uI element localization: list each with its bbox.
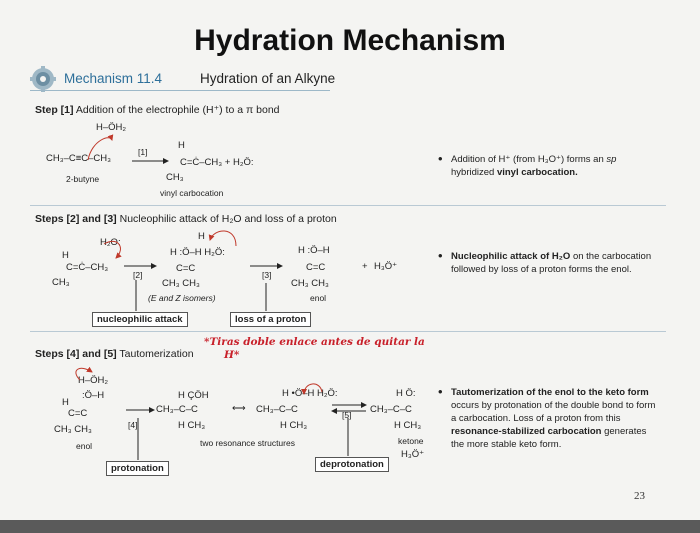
step1-arrow-label: [1]: [138, 147, 148, 157]
tag-nucleophilic-attack: nucleophilic attack: [92, 312, 188, 327]
step45-number: Steps [4] and [5]: [35, 348, 117, 360]
step23-int-bottom: CH₃ CH₃: [162, 278, 200, 289]
step23-number: Steps [2] and [3]: [35, 213, 117, 225]
step45-ketone-bottom: H CH₃: [394, 420, 422, 431]
step23-prod-row: H :Ö–H: [298, 245, 330, 256]
page-number: 23: [634, 490, 645, 502]
step45-resonance-label: two resonance structures: [200, 438, 295, 448]
step45-ketone-name: ketone: [398, 436, 424, 446]
step23-byproduct: H₃Ö⁺: [374, 261, 398, 272]
screen-bezel: [0, 520, 700, 533]
step45-enol-name: enol: [76, 441, 93, 451]
step45-enol-bottom: CH₃ CH₃: [54, 424, 92, 435]
tag-protonation: protonation: [106, 461, 169, 476]
step45-note-bold1: Tautomerization of the enol to the keto form: [451, 387, 649, 398]
step45-ketone-main: CH₃–C–C: [370, 404, 412, 415]
step45-note-rest1: occurs by protonation of the double bond to form a carbocation. Loss of a proton from this: [451, 400, 656, 424]
step45-text: Tautomerization: [116, 348, 194, 360]
step45-res2-top: H •Ö–H H₂Ö:: [282, 388, 338, 399]
step1-alkyne-name: 2-butyne: [66, 174, 100, 184]
step23-int-top-h: H: [198, 231, 205, 242]
step23-prod-name: enol: [310, 293, 327, 303]
step1-number: Step [1]: [35, 104, 74, 116]
handwritten-annotation-line2: H*: [224, 349, 240, 361]
curved-arrow-step2: [104, 241, 120, 258]
step45-ketone-top: H Ö:: [396, 388, 416, 399]
page-title: Hydration Mechanism: [194, 24, 506, 57]
step1-product-name: vinyl carbocation: [160, 188, 224, 198]
step45-arrow4-label: [4]: [128, 420, 138, 430]
bullet-icon: •: [438, 384, 443, 399]
step45-res1-bottom: H CH₃: [178, 420, 206, 431]
step1-reagent: H–ÖH₂: [96, 122, 127, 133]
step23-prod-c: C=C: [306, 262, 326, 273]
step23-isomers: (E and Z isomers): [148, 293, 216, 303]
mechanism-label: Mechanism 11.4: [64, 71, 163, 86]
curved-arrow-step1: [88, 138, 112, 160]
step1-note-part2: hybridized: [451, 167, 497, 178]
step45-arrow5-label: [5]: [342, 410, 352, 420]
step45-note-bold2: resonance-stabilized carbocation: [451, 426, 602, 437]
step23-int-c: C=C: [176, 263, 196, 274]
step1-alkyne: CH₃–C≡C–CH₃: [46, 153, 112, 164]
step45-enol-h: H: [62, 397, 69, 408]
step45-note-rest2: generates the more stable keto form.: [451, 426, 647, 450]
step23-text: Nucleophilic attack of H₂O and loss of a proton: [116, 213, 337, 225]
step1-note-part1: Addition of H⁺ (from H₃O⁺) forms an: [451, 154, 607, 165]
curved-arrow-step5: [304, 384, 322, 394]
step1-product: C=Ċ–CH₃ + H₂Ö:: [180, 157, 254, 168]
step45-reagent: H–ÖH₂: [78, 375, 109, 386]
step1-note-sp: sp: [606, 154, 617, 165]
curved-arrow-step3: [210, 231, 236, 246]
tag-deprotonation: deprotonation: [315, 457, 389, 472]
resonance-arrow-icon: ⟷: [232, 403, 246, 414]
bullet-icon: •: [438, 151, 443, 166]
tag-loss-of-proton: loss of a proton: [230, 312, 311, 327]
mechanism-title: Hydration of an Alkyne: [200, 71, 336, 86]
step45-ketone-byproduct: H₃Ö⁺: [401, 449, 425, 460]
step23-arrow2-label: [2]: [133, 270, 143, 280]
step45-enol-oh: :Ö–H: [82, 390, 105, 401]
step45-res2-main: CH₃–C–C: [256, 404, 298, 415]
step23-int-row: H :Ö–H H₂Ö:: [170, 247, 225, 258]
step23-note-bold: Nucleophilic attack of H₂O: [451, 251, 571, 262]
step45-res2-bottom: H CH₃: [280, 420, 308, 431]
step45-res1-main: CH₃–C–C: [156, 404, 198, 415]
step23-water: H₂O:: [100, 237, 121, 248]
curved-arrow-step4: [76, 368, 92, 380]
step23-note-rest: on the carbocation followed by loss of a proton forms the enol.: [451, 251, 652, 275]
step1-product-ch3: CH₃: [166, 172, 184, 183]
handwritten-annotation-line1: *Tiras doble enlace antes de quitar la: [204, 336, 425, 348]
step45-enol-c: C=C: [68, 408, 88, 419]
step23-r1-h: H: [62, 250, 69, 261]
step1-product-h: H: [178, 140, 185, 151]
bullet-icon: •: [438, 248, 443, 263]
step1-text: Addition of the electrophile (H⁺) to a π bond: [73, 104, 280, 116]
step23-plus: +: [362, 261, 368, 272]
step45-res1-top: H ÇÖH: [178, 390, 209, 401]
step1-note-bold: vinyl carbocation.: [496, 167, 578, 178]
step23-r1: C=Ċ–CH₃: [66, 262, 109, 273]
step23-prod-bottom: CH₃ CH₃: [291, 278, 329, 289]
step23-arrow3-label: [3]: [262, 270, 272, 280]
step23-r1-ch3: CH₃: [52, 277, 70, 288]
